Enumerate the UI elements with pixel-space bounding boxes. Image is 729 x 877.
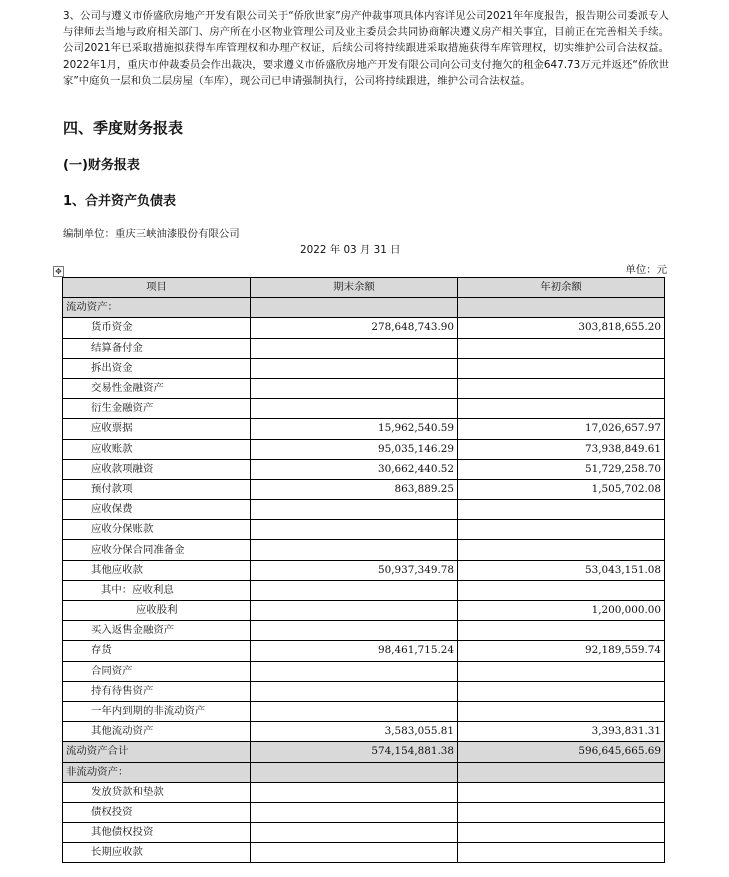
row-label: 一年内到期的非流动资产 bbox=[63, 701, 251, 721]
period-end-value bbox=[251, 298, 458, 318]
year-begin-value bbox=[458, 580, 665, 600]
period-end-value: 30,662,440.52 bbox=[251, 459, 458, 479]
header-period-end: 期末余额 bbox=[251, 278, 458, 298]
year-begin-value bbox=[458, 802, 665, 822]
period-end-value bbox=[251, 399, 458, 419]
year-begin-value: 73,938,849.61 bbox=[458, 439, 665, 459]
period-end-value: 3,583,055.81 bbox=[251, 722, 458, 742]
table-row bbox=[63, 338, 665, 358]
section-heading: 四、季度财务报表 bbox=[63, 119, 184, 137]
year-begin-value bbox=[458, 701, 665, 721]
table-row bbox=[63, 742, 665, 762]
year-begin-value bbox=[458, 621, 665, 641]
period-end-value bbox=[251, 378, 458, 398]
balance-sheet-table bbox=[62, 277, 665, 863]
table-row bbox=[63, 560, 665, 580]
year-begin-value bbox=[458, 500, 665, 520]
table-row bbox=[63, 621, 665, 641]
year-begin-value bbox=[458, 378, 665, 398]
row-label: 预付款项 bbox=[63, 479, 251, 499]
year-begin-value bbox=[458, 823, 665, 843]
period-end-value bbox=[251, 762, 458, 782]
row-label: 其中：应收利息 bbox=[63, 580, 251, 600]
row-label: 合同资产 bbox=[63, 661, 251, 681]
row-label: 长期应收款 bbox=[63, 843, 251, 863]
row-label: 其他应收款 bbox=[63, 560, 251, 580]
period-end-value bbox=[251, 601, 458, 621]
table-header-row bbox=[63, 278, 665, 298]
row-label: 拆出资金 bbox=[63, 358, 251, 378]
report-date: 2022 年 03 月 31 日 bbox=[300, 244, 401, 256]
row-label: 其他债权投资 bbox=[63, 823, 251, 843]
row-label: 应收股利 bbox=[63, 601, 251, 621]
row-label: 买入返售金融资产 bbox=[63, 621, 251, 641]
period-end-value bbox=[251, 823, 458, 843]
year-begin-value bbox=[458, 338, 665, 358]
table-row bbox=[63, 843, 665, 863]
table-row bbox=[63, 459, 665, 479]
period-end-value bbox=[251, 782, 458, 802]
period-end-value bbox=[251, 681, 458, 701]
year-begin-value: 303,818,655.20 bbox=[458, 318, 665, 338]
table-row bbox=[63, 479, 665, 499]
table-row bbox=[63, 580, 665, 600]
year-begin-value: 53,043,151.08 bbox=[458, 560, 665, 580]
header-year-begin: 年初余额 bbox=[458, 278, 665, 298]
year-begin-value bbox=[458, 762, 665, 782]
table-row bbox=[63, 540, 665, 560]
period-end-value bbox=[251, 540, 458, 560]
row-label: 持有待售资产 bbox=[63, 681, 251, 701]
year-begin-value: 1,505,702.08 bbox=[458, 479, 665, 499]
table-row bbox=[63, 823, 665, 843]
table-row bbox=[63, 298, 665, 318]
period-end-value bbox=[251, 621, 458, 641]
year-begin-value bbox=[458, 661, 665, 681]
table-row bbox=[63, 681, 665, 701]
row-label: 应收票据 bbox=[63, 419, 251, 439]
year-begin-value bbox=[458, 843, 665, 863]
year-begin-value bbox=[458, 358, 665, 378]
table-row bbox=[63, 358, 665, 378]
row-label: 存货 bbox=[63, 641, 251, 661]
year-begin-value: 1,200,000.00 bbox=[458, 601, 665, 621]
row-label: 衍生金融资产 bbox=[63, 399, 251, 419]
year-begin-value: 596,645,665.69 bbox=[458, 742, 665, 762]
table-title: 1、合并资产负债表 bbox=[63, 194, 177, 209]
period-end-value: 863,889.25 bbox=[251, 479, 458, 499]
row-label: 流动资产： bbox=[63, 298, 251, 318]
table-row bbox=[63, 601, 665, 621]
table-row bbox=[63, 399, 665, 419]
period-end-value: 98,461,715.24 bbox=[251, 641, 458, 661]
year-begin-value: 51,729,258.70 bbox=[458, 459, 665, 479]
row-label: 货币资金 bbox=[63, 318, 251, 338]
table-row bbox=[63, 661, 665, 681]
row-label: 应收款项融资 bbox=[63, 459, 251, 479]
table-row bbox=[63, 500, 665, 520]
table-row bbox=[63, 782, 665, 802]
period-end-value: 278,648,743.90 bbox=[251, 318, 458, 338]
header-item: 项目 bbox=[63, 278, 251, 298]
preparing-company: 编制单位：重庆三峡油漆股份有限公司 bbox=[63, 228, 240, 240]
period-end-value: 50,937,349.78 bbox=[251, 560, 458, 580]
period-end-value: 95,035,146.29 bbox=[251, 439, 458, 459]
year-begin-value bbox=[458, 681, 665, 701]
year-begin-value bbox=[458, 399, 665, 419]
currency-unit: 单位：元 bbox=[625, 264, 667, 276]
table-row bbox=[63, 378, 665, 398]
period-end-value bbox=[251, 661, 458, 681]
period-end-value bbox=[251, 520, 458, 540]
row-label: 结算备付金 bbox=[63, 338, 251, 358]
period-end-value bbox=[251, 701, 458, 721]
row-label: 应收分保账款 bbox=[63, 520, 251, 540]
table-row bbox=[63, 439, 665, 459]
year-begin-value bbox=[458, 782, 665, 802]
table-row bbox=[63, 419, 665, 439]
row-label: 应收分保合同准备金 bbox=[63, 540, 251, 560]
period-end-value bbox=[251, 358, 458, 378]
period-end-value: 574,154,881.38 bbox=[251, 742, 458, 762]
row-label: 发放贷款和垫款 bbox=[63, 782, 251, 802]
table-row bbox=[63, 701, 665, 721]
year-begin-value: 92,189,559.74 bbox=[458, 641, 665, 661]
row-label: 债权投资 bbox=[63, 802, 251, 822]
row-label: 交易性金融资产 bbox=[63, 378, 251, 398]
year-begin-value: 17,026,657.97 bbox=[458, 419, 665, 439]
period-end-value bbox=[251, 500, 458, 520]
period-end-value bbox=[251, 843, 458, 863]
year-begin-value bbox=[458, 520, 665, 540]
subsection-heading: (一)财务报表 bbox=[63, 158, 140, 173]
period-end-value bbox=[251, 580, 458, 600]
period-end-value: 15,962,540.59 bbox=[251, 419, 458, 439]
year-begin-value: 3,393,831.31 bbox=[458, 722, 665, 742]
row-label: 其他流动资产 bbox=[63, 722, 251, 742]
table-row bbox=[63, 722, 665, 742]
period-end-value bbox=[251, 802, 458, 822]
table-row bbox=[63, 520, 665, 540]
year-begin-value bbox=[458, 298, 665, 318]
period-end-value bbox=[251, 338, 458, 358]
year-begin-value bbox=[458, 540, 665, 560]
intro-paragraph: 3、公司与遵义市侨盛欣房地产开发有限公司关于“侨欣世家”房产仲裁事项具体内容详见公司2021年年度报告，报告期公司委派专人与律师去当地与政府相关部门、房产所在小区物业管理公司及业主委员会共同协商解决遵义房产相关事宜，目前正在完善相关手续。公司2021年已采取措施拟获得车库管理权和办理产权证，后续公司将持续跟进采取措施获得车库管理权，切实维护公司合法权益。2022年1月，重庆市仲裁委员会作出裁决，要求遵义市侨盛欣房地产开发有限公司向公司支付拖欠的租金647.73万元并返还“侨欣世家”中庭负一层和负二层房屋（车库），现公司已申请强制执行，公司将持续跟进，维护公司合法权益。 bbox=[63, 10, 669, 87]
row-label: 应收账款 bbox=[63, 439, 251, 459]
table-row bbox=[63, 318, 665, 338]
row-label: 流动资产合计 bbox=[63, 742, 251, 762]
row-label: 非流动资产： bbox=[63, 762, 251, 782]
table-move-handle-icon[interactable]: ✥ bbox=[53, 266, 64, 277]
table-row bbox=[63, 802, 665, 822]
table-row bbox=[63, 762, 665, 782]
table-row bbox=[63, 641, 665, 661]
row-label: 应收保费 bbox=[63, 500, 251, 520]
